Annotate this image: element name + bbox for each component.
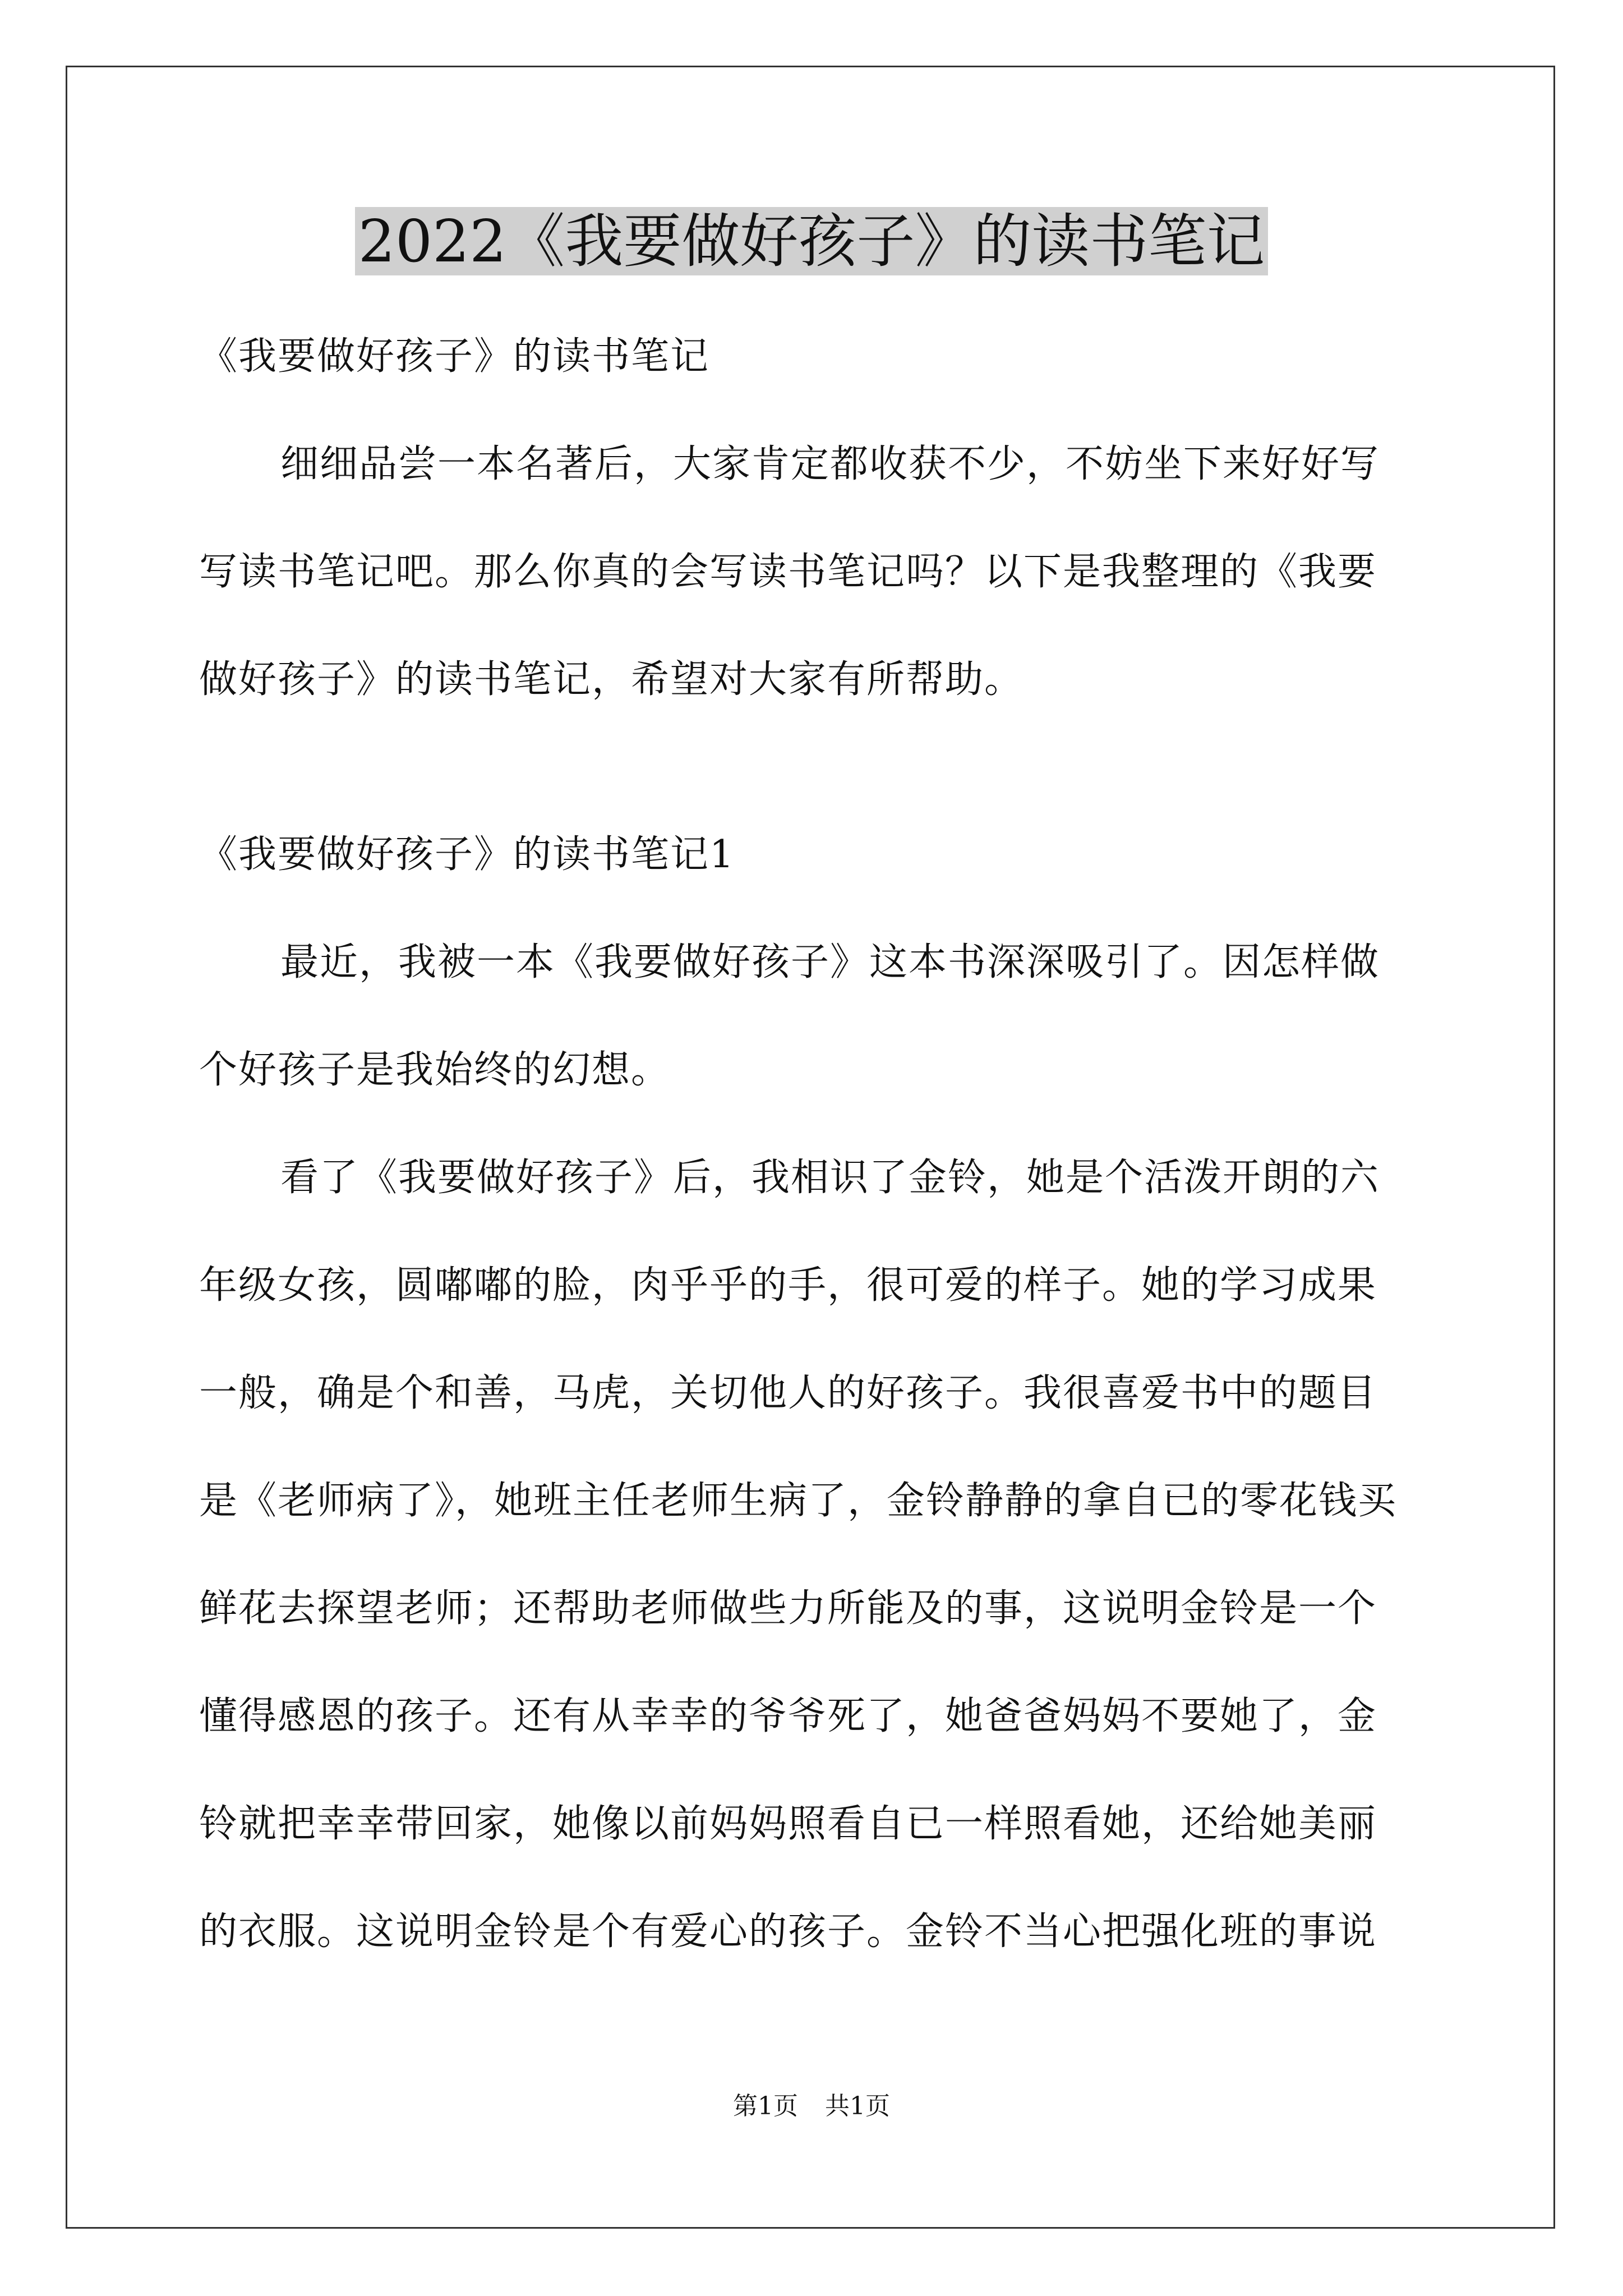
paragraph-line: 铃就把幸幸带回家，她像以前妈妈照看自已一样照看她，还给她美丽 [199,1802,1377,1846]
paragraph-line: 的衣服。这说明金铃是个有爱心的孩子。金铃不当心把强化班的事说 [199,1910,1377,1954]
page-number: 第1页 [733,2092,798,2120]
paragraph-line: 个好孩子是我始终的幻想。 [199,1048,671,1092]
intro-line: 写读书笔记吧。那么你真的会写读书笔记吗？以下是我整理的《我要 [199,550,1377,594]
page-total: 共1页 [825,2092,890,2120]
document-subtitle: 《我要做好孩子》的读书笔记 [199,334,710,379]
document-body [199,303,1433,1986]
paragraph-line: 看了《我要做好孩子》后，我相识了金铃，她是个活泼开朗的六 [280,1156,1380,1200]
intro-line: 细细品尝一本名著后，大家肯定都收获不少，不妨坐下来好好写 [280,442,1380,486]
paragraph-line: 是《老师病了》，她班主任老师生病了，金铃静静的拿自已的零花钱买 [199,1479,1398,1523]
paragraph-line: 懂得感恩的孩子。还有从幸幸的爷爷死了，她爸爸妈妈不要她了，金 [199,1694,1377,1738]
section-spacer [199,734,1433,801]
section-heading: 《我要做好孩子》的读书笔记1 [199,832,735,877]
paragraph-line: 最近，我被一本《我要做好孩子》这本书深深吸引了。因怎样做 [280,940,1380,984]
paragraph-line: 鲜花去探望老师；还帮助老师做些力所能及的事，这说明金铃是一个 [199,1586,1377,1631]
document-title: 2022《我要做好孩子》的读书笔记 [0,199,1623,283]
paragraph-line: 年级女孩，圆嘟嘟的脸，肉乎乎的手，很可爱的样子。她的学习成果 [199,1263,1377,1308]
paragraph-line: 一般，确是个和善，马虎，关切他人的好孩子。我很喜爱书中的题目 [199,1371,1377,1415]
intro-line: 做好孩子》的读书笔记，希望对大家有所帮助。 [199,657,1024,702]
page-footer [0,2090,1623,2123]
